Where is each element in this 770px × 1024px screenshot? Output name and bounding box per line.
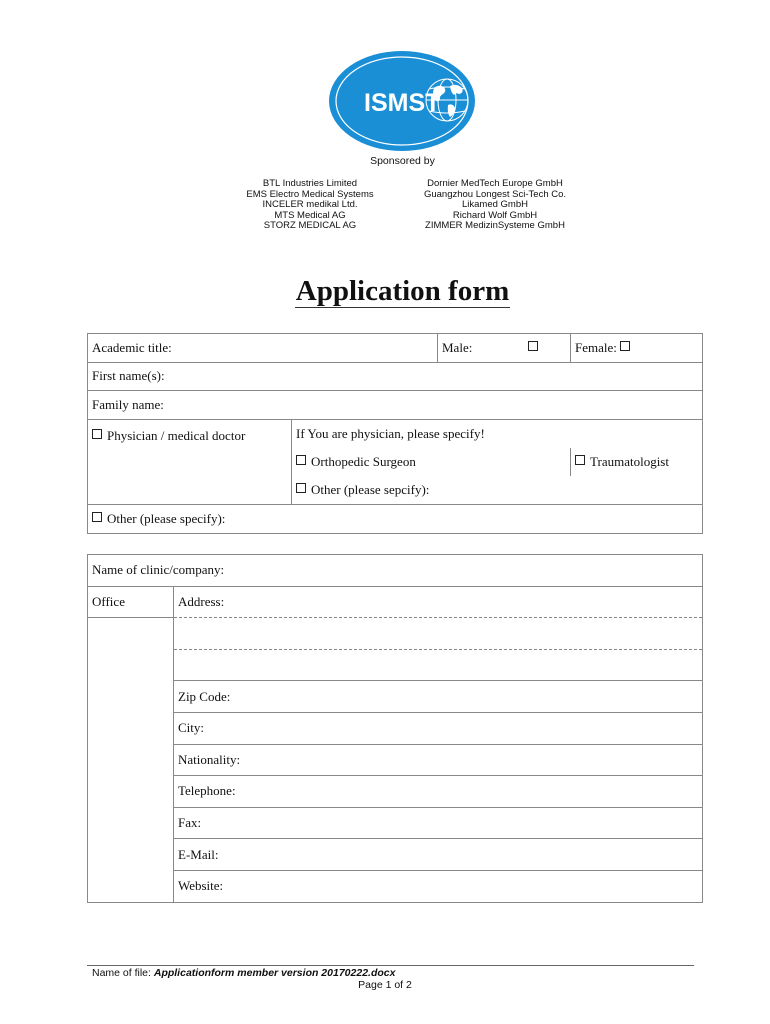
family-name-field[interactable]: Family name: (88, 391, 703, 420)
female-checkbox[interactable] (620, 341, 630, 351)
female-field[interactable]: Female: (571, 334, 703, 363)
physician-option[interactable]: Physician / medical doctor (88, 419, 292, 505)
page-title: Application form (295, 275, 510, 307)
first-names-field[interactable]: First name(s): (88, 362, 703, 391)
ismst-logo (328, 50, 476, 152)
sponsor-item: Richard Wolf GmbH (452, 209, 538, 221)
family-name-row (88, 391, 703, 420)
website-row (88, 870, 703, 902)
first-names-row (88, 362, 703, 391)
sponsors-left-list (230, 179, 390, 232)
office-label: Office (88, 586, 174, 618)
traumatologist-option[interactable]: Traumatologist (571, 448, 703, 477)
orthopedic-option[interactable]: Orthopedic Surgeon (292, 448, 571, 477)
traumatologist-checkbox[interactable] (575, 455, 585, 465)
contact-info-table (87, 554, 703, 903)
male-checkbox[interactable] (528, 341, 538, 351)
specify-prompt: If You are physician, please specify! (292, 419, 703, 448)
zip-row (88, 681, 703, 713)
zip-field[interactable]: Zip Code: (174, 681, 703, 713)
nationality-field[interactable]: Nationality: (174, 744, 703, 776)
sponsor-item: Dornier MedTech Europe GmbH (427, 178, 563, 189)
address-line-2-row (88, 618, 703, 650)
academic-title-row (88, 334, 703, 363)
clinic-name-field[interactable]: Name of clinic/company: (88, 555, 703, 587)
sponsored-by-heading: Sponsored by (370, 155, 435, 167)
sponsor-item: Likamed GmbH (462, 199, 528, 211)
email-row (88, 839, 703, 871)
fax-field[interactable]: Fax: (174, 807, 703, 839)
website-field[interactable]: Website: (174, 870, 703, 902)
footer-page-number: Page 1 of 2 (358, 979, 412, 991)
logo-text: ISMST (364, 89, 441, 117)
address-line-3-field[interactable] (174, 649, 703, 681)
personal-info-table (87, 333, 703, 534)
address-field[interactable]: Address: (174, 586, 703, 618)
footer-divider (87, 965, 694, 966)
telephone-row (88, 776, 703, 808)
telephone-field[interactable]: Telephone: (174, 776, 703, 808)
other-physician-option[interactable]: Other (please sepcify): (292, 476, 703, 505)
sponsor-item: STORZ MEDICAL AG (263, 220, 357, 232)
nationality-row (88, 744, 703, 776)
physician-row (88, 419, 703, 448)
clinic-row (88, 555, 703, 587)
other-row (88, 505, 703, 534)
address-row (88, 586, 703, 618)
academic-title-field[interactable]: Academic title: (88, 334, 438, 363)
sponsor-item: ZIMMER MedizinSysteme GmbH (425, 220, 565, 232)
city-field[interactable]: City: (174, 712, 703, 744)
sponsor-item: Guangzhou Longest Sci-Tech Co. (423, 188, 567, 200)
footer-file-name: Name of file: Applicationform member version 20170222.docx (92, 967, 396, 979)
sponsors-right-list (405, 179, 585, 232)
sponsor-item: EMS Electro Medical Systems (246, 188, 374, 200)
sponsor-item: INCELER medikal Ltd. (262, 199, 358, 211)
fax-row (88, 807, 703, 839)
other-checkbox[interactable] (92, 512, 102, 522)
sponsor-item: MTS Medical AG (274, 209, 346, 221)
city-row (88, 712, 703, 744)
address-line-2-field[interactable] (174, 618, 703, 650)
other-physician-checkbox[interactable] (296, 483, 306, 493)
other-option[interactable]: Other (please specify): (88, 505, 703, 534)
address-line-3-row (88, 649, 703, 681)
male-field[interactable]: Male: (438, 334, 571, 363)
email-field[interactable]: E-Mail: (174, 839, 703, 871)
office-blank-cell (88, 618, 174, 902)
physician-checkbox[interactable] (92, 429, 102, 439)
sponsor-item: BTL Industries Limited (262, 178, 358, 189)
orthopedic-checkbox[interactable] (296, 455, 306, 465)
